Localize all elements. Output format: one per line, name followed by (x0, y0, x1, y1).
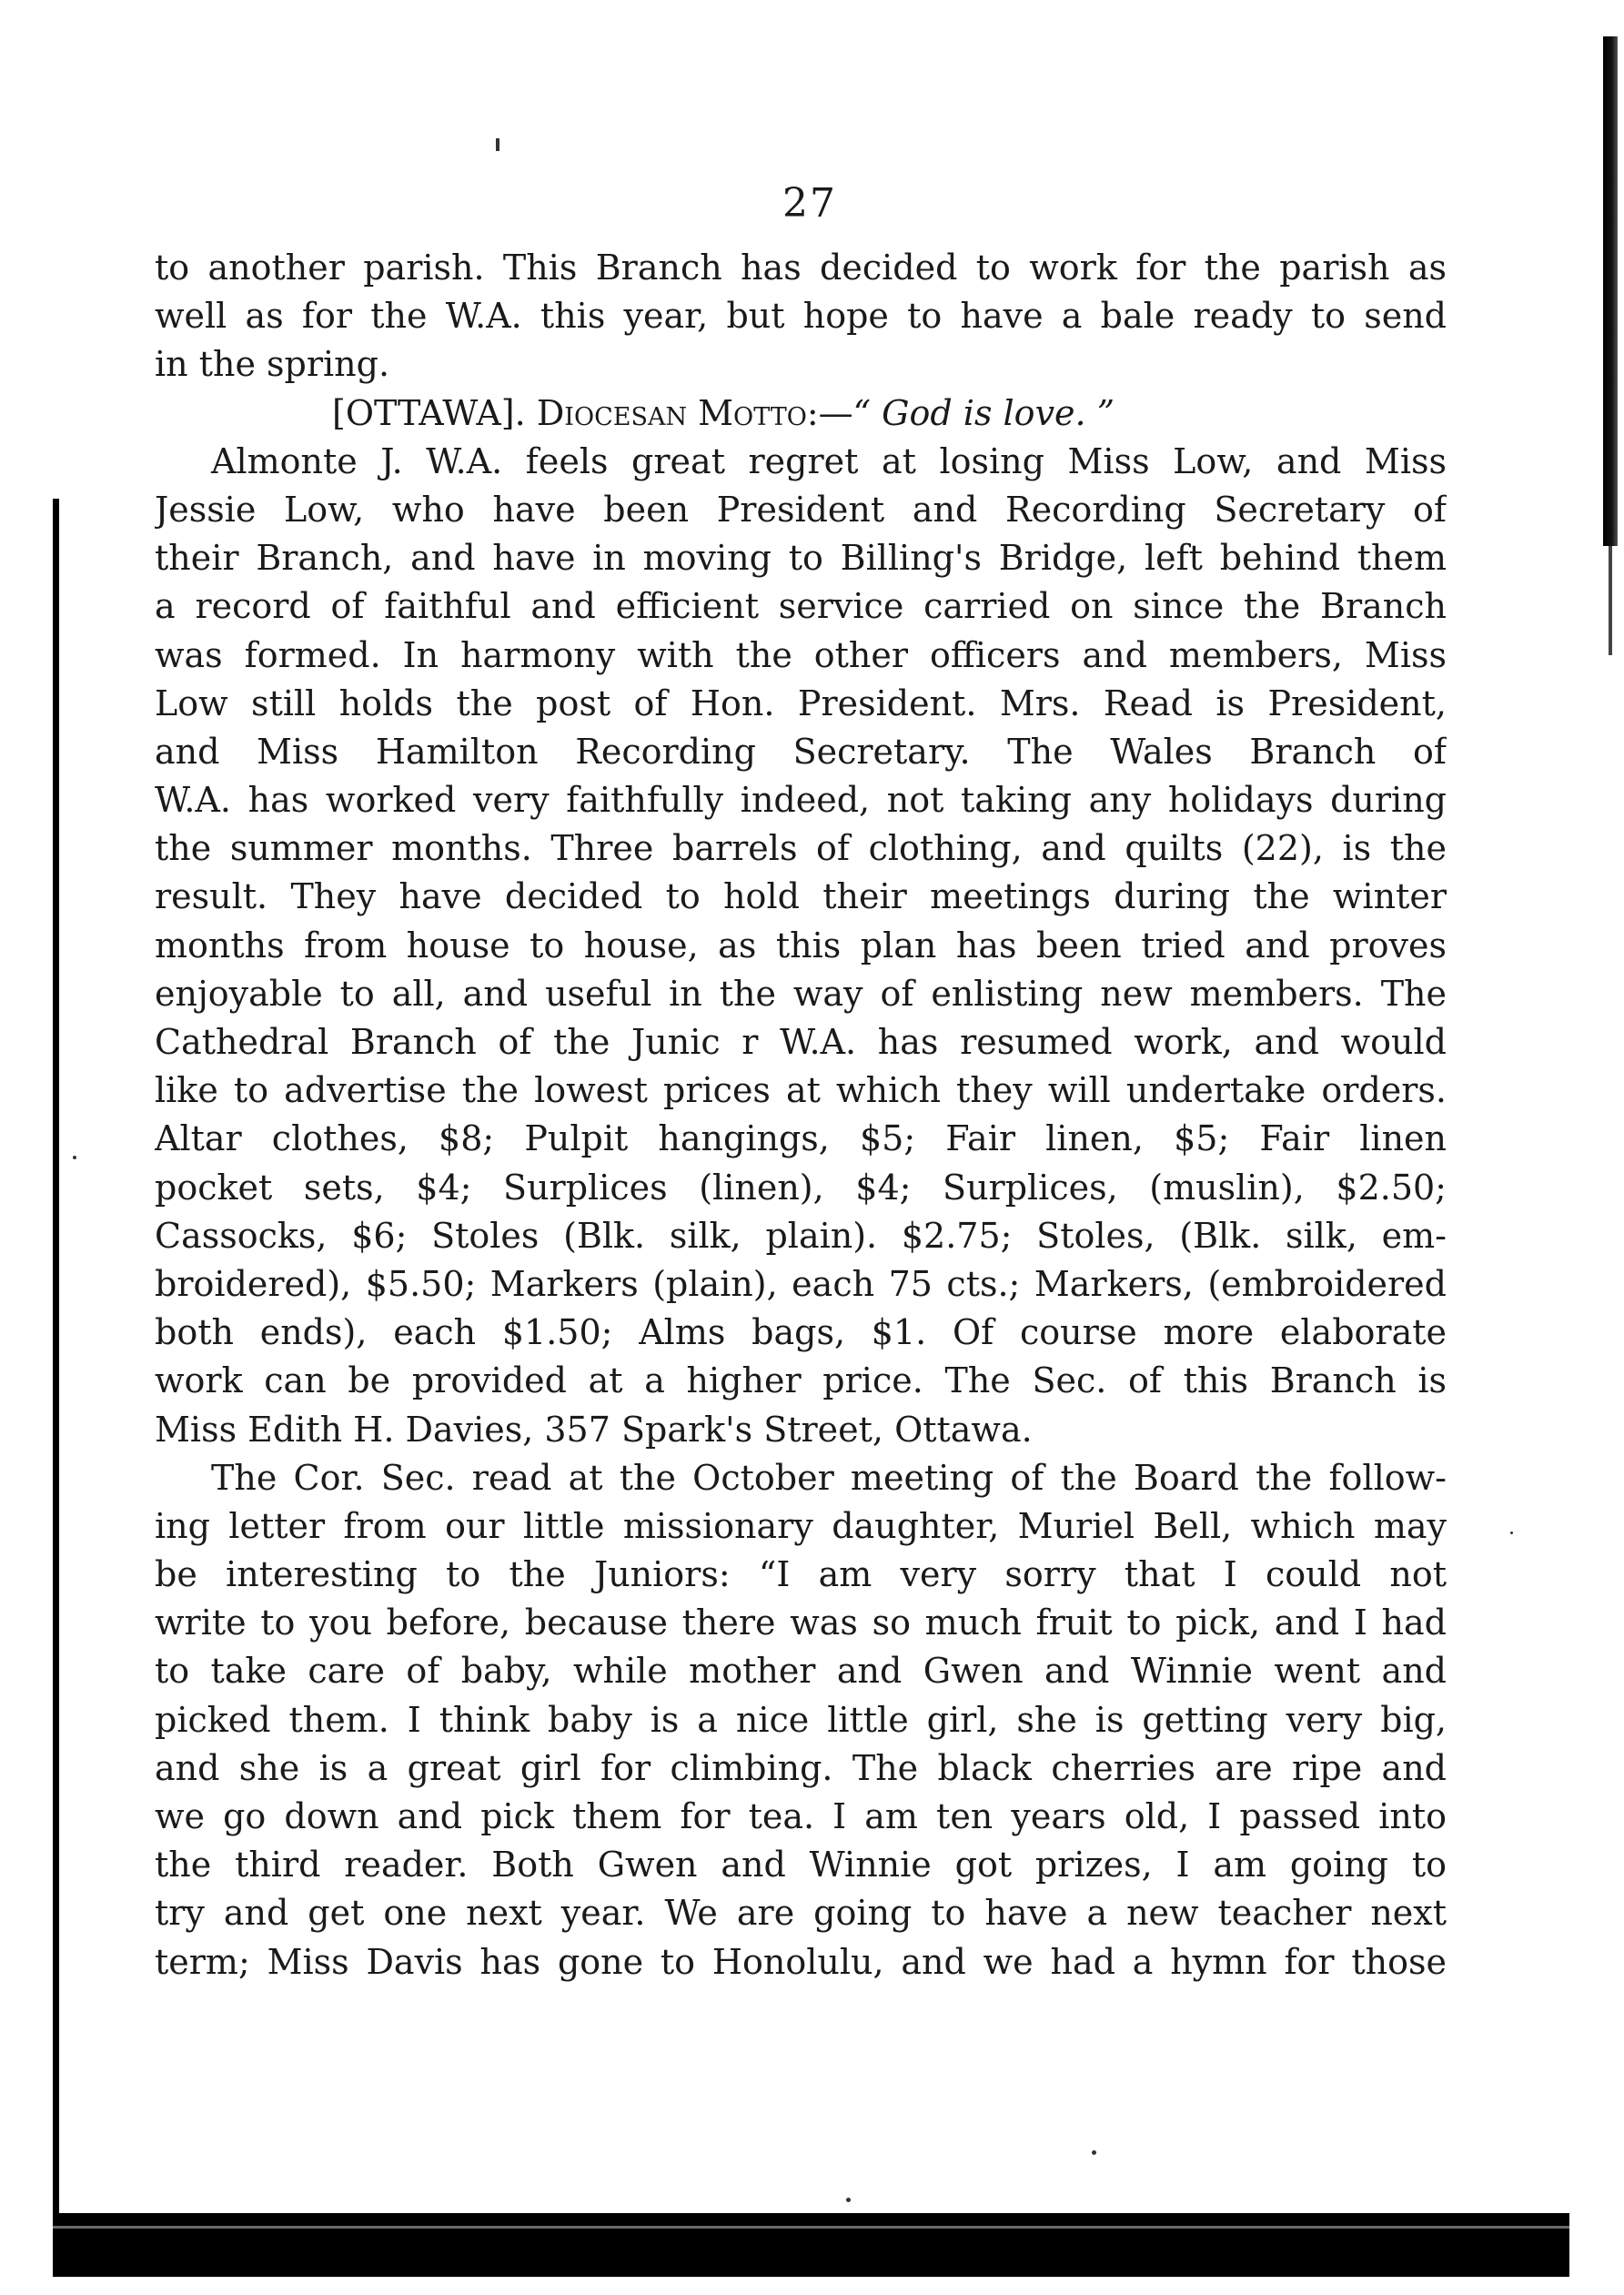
diocesan-motto: “ God is love. ” (852, 392, 1115, 433)
text-line: a record of faithful and efficient service carried on since the Branch (155, 586, 1447, 627)
text-line: their Branch, and have in moving to Billing's Bridge, left behind them (155, 538, 1447, 579)
text-line: like to advertise the lowest prices at which they will undertake orders. (155, 1070, 1447, 1111)
text-line: picked them. I think baby is a nice little girl, she is getting very big, (155, 1699, 1447, 1740)
text-line: be interesting to the Juniors: “I am very sorry that I could not (155, 1554, 1447, 1595)
text-line: work can be provided at a higher price. The Sec. of this Branch is (155, 1360, 1447, 1401)
text-line: The Cor. Sec. read at the October meeting of the Board the follow- (211, 1457, 1447, 1498)
scan-speck (1092, 2150, 1096, 2155)
stray-ink-mark (496, 138, 499, 151)
text-line: Jessie Low, who have been President and Recording Secretary of (155, 489, 1447, 530)
text-line: and she is a great girl for climbing. The black cherries are ripe and (155, 1747, 1447, 1788)
text-line: months from house to house, as this plan has been tried and proves (155, 925, 1447, 966)
text-line: and Miss Hamilton Recording Secretary. The Wales Branch of (155, 731, 1447, 772)
text-line: pocket sets, $4; Surplices (linen), $4; Surplices, (muslin), $2.50; (155, 1167, 1447, 1208)
text-line: to take care of baby, while mother and Gwen and Winnie went and (155, 1651, 1447, 1692)
text-line: write to you before, because there was so much fruit to pick, and I had (155, 1602, 1447, 1643)
scan-bottom-bar (53, 2213, 1569, 2277)
text-line: in the spring. (155, 344, 390, 385)
diocese-heading (155, 389, 1447, 438)
page-number: 27 (782, 180, 837, 227)
text-line: the summer months. Three barrels of clothing, and quilts (22), is the (155, 828, 1447, 869)
text-line: enjoyable to all, and useful in the way of enlisting new members. The (155, 973, 1447, 1014)
text-line: Altar clothes, $8; Pulpit hangings, $5; Fair linen, $5; Fair linen (155, 1118, 1447, 1159)
text-line: broidered), $5.50; Markers (plain), each 75 cts.; Markers, (embroidered (155, 1263, 1447, 1304)
scan-speck (846, 2198, 851, 2202)
text-line: to another parish. This Branch has decided to work for the parish as (155, 248, 1447, 288)
text-line: Almonte J. W.A. feels great regret at losing Miss Low, and Miss (211, 440, 1447, 481)
text-line: was formed. In harmony with the other officers and members, Miss (155, 634, 1447, 675)
text-line: both ends), each $1.50; Alms bags, $1. Of course more elaborate (155, 1312, 1447, 1353)
scan-left-rule (53, 499, 59, 2223)
scan-right-edge-thin (1609, 546, 1612, 655)
text-line: Cassocks, $6; Stoles (Blk. silk, plain). $2.75; Stoles, (Blk. silk, em- (155, 1215, 1447, 1256)
scan-right-edge (1603, 36, 1618, 546)
diocese-name: [OTTAWA]. (332, 392, 526, 433)
text-line: W.A. has worked very faithfully indeed, not taking any holidays during (155, 780, 1447, 821)
text-line: term; Miss Davis has gone to Honolulu, and we had a hymn for those (155, 1941, 1447, 1982)
text-line: we go down and pick them for tea. I am ten years old, I passed into (155, 1796, 1447, 1836)
text-line: Cathedral Branch of the Junic r W.A. has resumed work, and would (155, 1022, 1447, 1062)
text-line: well as for the W.A. this year, but hope to have a bale ready to send (155, 296, 1447, 337)
text-line: Miss Edith H. Davies, 357 Spark's Street, Ottawa. (155, 1409, 1033, 1450)
text-line: the third reader. Both Gwen and Winnie got prizes, I am going to (155, 1845, 1447, 1886)
text-line: Low still holds the post of Hon. President. Mrs. Read is President, (155, 682, 1447, 723)
text-line: try and get one next year. We are going to have a new teacher next (155, 1893, 1447, 1934)
body-text (155, 244, 1447, 1987)
scan-speck (73, 1156, 76, 1159)
motto-label: Diocesan Motto:— (536, 392, 853, 433)
text-line: result. They have decided to hold their meetings during the winter (155, 876, 1447, 917)
scan-speck (1510, 1532, 1513, 1534)
text-line: ing letter from our little missionary daughter, Muriel Bell, which may (155, 1505, 1447, 1546)
